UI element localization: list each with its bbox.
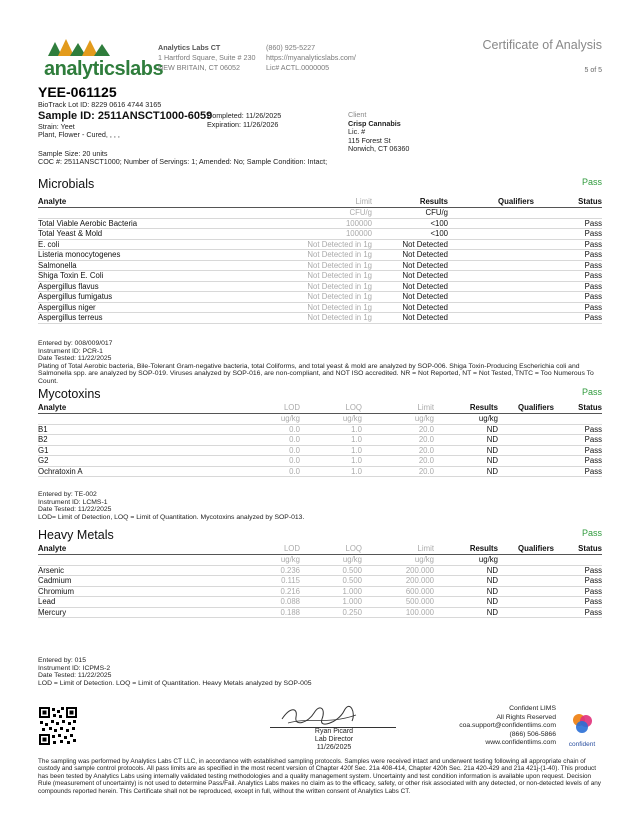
qualifier-cell: [498, 456, 554, 467]
result-cell: ND: [434, 597, 498, 608]
col-limit: Limit: [362, 402, 434, 414]
table-row: [38, 281, 602, 292]
analyte-cell: Aspergillus niger: [38, 302, 268, 313]
result-cell: Not Detected: [372, 250, 448, 261]
analyte-cell: B2: [38, 435, 238, 446]
analyte-cell: Shiga Toxin E. Coli: [38, 271, 268, 282]
result-cell: ND: [434, 456, 498, 467]
lod-unit: ug/kg: [238, 555, 300, 566]
lims-email[interactable]: coa.support@confidentlims.com: [459, 722, 556, 730]
col-status: Status: [554, 543, 602, 555]
limit-cell: Not Detected in 1g: [268, 260, 372, 271]
col-qualifiers: Qualifiers: [498, 402, 554, 414]
lod-cell: 0.216: [238, 586, 300, 597]
note-entered-by: Entered by: TE-002: [38, 491, 97, 498]
result-cell: ND: [434, 565, 498, 576]
table-row: [38, 445, 602, 456]
unit-spacer: [554, 414, 602, 425]
lab-contact: [266, 43, 356, 73]
limit-cell: 100000: [268, 229, 372, 240]
logo-wordmark: analyticslabs: [44, 58, 164, 80]
table-header-row: [38, 402, 602, 414]
limit-cell: Not Detected in 1g: [268, 313, 372, 324]
table-row: [38, 607, 602, 618]
analyte-cell: Listeria monocytogenes: [38, 250, 268, 261]
qualifier-cell: [448, 281, 534, 292]
sign-date: 11/26/2025: [316, 744, 352, 751]
qualifier-cell: [448, 260, 534, 271]
microbials-status: Pass: [581, 177, 602, 187]
analyte-cell: Total Viable Aerobic Bacteria: [38, 218, 268, 229]
status-cell: Pass: [534, 313, 602, 324]
loq-cell: 0.500: [300, 565, 362, 576]
status-cell: Pass: [554, 424, 602, 435]
result-cell: ND: [434, 586, 498, 597]
limit-cell: 200.000: [362, 576, 434, 587]
status-cell: Pass: [554, 456, 602, 467]
confident-wordmark: confident: [568, 741, 596, 748]
confident-logo-icon: [571, 712, 593, 734]
status-cell: Pass: [534, 302, 602, 313]
col-analyte: Analyte: [38, 543, 238, 555]
note-date-tested: Date Tested: 11/22/2025: [38, 506, 112, 514]
lod-cell: 0.088: [238, 597, 300, 608]
status-cell: Pass: [554, 466, 602, 477]
table-row: [38, 302, 602, 313]
col-lod: LOD: [238, 543, 300, 555]
limit-cell: Not Detected in 1g: [268, 250, 372, 261]
result-cell: Not Detected: [372, 292, 448, 303]
lims-website[interactable]: www.confidentlims.com: [485, 739, 556, 747]
client-label: Client: [348, 110, 367, 119]
lab-address-1: 1 Hartford Square, Suite # 230: [158, 53, 256, 62]
coc-info: COC #: 2511ANSCT1000; Number of Servings: 1; Amended: No; Sample Condition: Intact;: [38, 157, 328, 166]
page-number: 5 of 5: [584, 67, 602, 74]
results-unit: CFU/g: [372, 208, 448, 219]
microbials-header: [38, 175, 602, 191]
qualifier-cell: [498, 565, 554, 576]
limit-cell: Not Detected in 1g: [268, 271, 372, 282]
result-cell: ND: [434, 445, 498, 456]
lod-cell: 0.0: [238, 466, 300, 477]
analyte-cell: B1: [38, 424, 238, 435]
analyte-cell: G2: [38, 456, 238, 467]
col-qualifiers: Qualifiers: [448, 196, 534, 208]
qualifier-cell: [448, 313, 534, 324]
unit-spacer: [554, 555, 602, 566]
qualifier-cell: [448, 218, 534, 229]
result-cell: ND: [434, 435, 498, 446]
lod-unit: ug/kg: [238, 414, 300, 425]
mycotoxins-table: [38, 402, 602, 477]
confident-logo: [562, 712, 602, 748]
qualifier-cell: [448, 271, 534, 282]
status-cell: Pass: [554, 445, 602, 456]
mycotoxins-title: Mycotoxins: [38, 387, 101, 401]
table-row: [38, 435, 602, 446]
table-row: [38, 466, 602, 477]
client-name: Crisp Cannabis: [348, 118, 401, 128]
col-results: Results: [372, 196, 448, 208]
limit-cell: 20.0: [362, 435, 434, 446]
table-row: [38, 424, 602, 435]
limit-cell: 100.000: [362, 607, 434, 618]
qualifier-cell: [498, 607, 554, 618]
units-row: [38, 414, 602, 425]
col-qualifiers: Qualifiers: [498, 543, 554, 555]
col-results: Results: [434, 543, 498, 555]
lab-phone: (860) 925-5227: [266, 43, 316, 52]
analyte-cell: Salmonella: [38, 260, 268, 271]
limit-cell: Not Detected in 1g: [268, 302, 372, 313]
col-analyte: Analyte: [38, 196, 268, 208]
unit-spacer: [498, 555, 554, 566]
results-unit: ug/kg: [434, 555, 498, 566]
table-row: [38, 239, 602, 250]
result-cell: <100: [372, 218, 448, 229]
signature-icon: [278, 703, 360, 727]
result-cell: Not Detected: [372, 281, 448, 292]
lod-cell: 0.0: [238, 424, 300, 435]
analyte-cell: Aspergillus flavus: [38, 281, 268, 292]
col-status: Status: [554, 402, 602, 414]
biotrack-id: BioTrack Lot ID: 8229 0616 4744 3165: [38, 100, 162, 109]
completed-date: Completed: 11/26/2025: [207, 111, 282, 120]
signer-title: Lab Director: [314, 736, 354, 743]
client-license: Lic. #: [348, 127, 366, 136]
qualifier-cell: [448, 250, 534, 261]
analyte-cell: Aspergillus terreus: [38, 313, 268, 324]
sample-id: Sample ID: 2511ANSCT1000-6059: [38, 110, 213, 122]
note-entered-by: Entered by: 015: [38, 657, 86, 664]
lod-cell: 0.188: [238, 607, 300, 618]
table-row: [38, 565, 602, 576]
lab-name: Analytics Labs CT: [158, 43, 221, 52]
table-row: [38, 292, 602, 303]
loq-unit: ug/kg: [300, 555, 362, 566]
qualifier-cell: [498, 466, 554, 477]
status-cell: Pass: [534, 271, 602, 282]
status-cell: Pass: [534, 218, 602, 229]
qualifier-cell: [498, 576, 554, 587]
limit-cell: 20.0: [362, 456, 434, 467]
note-entered-by: Entered by: 008/009/017: [38, 340, 113, 347]
unit-spacer: [498, 414, 554, 425]
sample-dates: [207, 111, 281, 129]
col-results: Results: [434, 402, 498, 414]
loq-cell: 1.0: [300, 456, 362, 467]
lod-cell: 0.115: [238, 576, 300, 587]
analyte-cell: Total Yeast & Mold: [38, 229, 268, 240]
limit-cell: 20.0: [362, 445, 434, 456]
table-row: [38, 576, 602, 587]
status-cell: Pass: [554, 576, 602, 587]
lab-address-2: NEW BRITAIN, CT 06052: [158, 63, 241, 72]
sample-size: Sample Size: 20 units: [38, 149, 108, 158]
analyte-cell: Ochratoxin A: [38, 466, 238, 477]
table-row: [38, 313, 602, 324]
note-instrument: Instrument ID: ICPMS-2: [38, 664, 111, 672]
loq-unit: ug/kg: [300, 414, 362, 425]
result-cell: Not Detected: [372, 302, 448, 313]
lims-name: Confident LIMS: [509, 705, 556, 712]
mycotoxins-header: [38, 385, 602, 401]
heavy-metals-table: [38, 543, 602, 618]
sample-strain: Strain: Yeet: [38, 122, 75, 131]
batch-id: YEE-061125: [38, 84, 117, 100]
result-cell: Not Detected: [372, 313, 448, 324]
qr-code-icon[interactable]: [38, 706, 78, 746]
result-cell: Not Detected: [372, 271, 448, 282]
col-lod: LOD: [238, 402, 300, 414]
loq-cell: 0.500: [300, 576, 362, 587]
qualifier-cell: [498, 597, 554, 608]
lab-info: [158, 43, 256, 73]
lims-rights: All Rights Reserved: [496, 713, 556, 721]
signer-name: Ryan Picard: [314, 728, 354, 735]
limit-cell: 500.000: [362, 597, 434, 608]
lab-license: Lic# ACTL.0000005: [266, 63, 330, 72]
client-address-2: Norwich, CT 06360: [348, 144, 410, 153]
microbials-table: [38, 196, 602, 324]
col-analyte: Analyte: [38, 402, 238, 414]
table-row: [38, 229, 602, 240]
lod-cell: 0.236: [238, 565, 300, 576]
table-header-row: [38, 543, 602, 555]
limit-cell: Not Detected in 1g: [268, 292, 372, 303]
microbials-title: Microbials: [38, 177, 95, 191]
table-row: [38, 271, 602, 282]
sample-matrix: Plant, Flower - Cured, , , ,: [38, 130, 120, 139]
limit-cell: Not Detected in 1g: [268, 239, 372, 250]
lod-cell: 0.0: [238, 445, 300, 456]
lod-cell: 0.0: [238, 435, 300, 446]
status-cell: Pass: [554, 435, 602, 446]
analyte-cell: Lead: [38, 597, 238, 608]
limit-unit: ug/kg: [362, 414, 434, 425]
table-row: [38, 250, 602, 261]
analyte-cell: Cadmium: [38, 576, 238, 587]
sample-info: [38, 84, 602, 110]
analyte-cell: Mercury: [38, 607, 238, 618]
table-header-row: [38, 196, 602, 208]
result-cell: <100: [372, 229, 448, 240]
analyte-cell: Aspergillus fumigatus: [38, 292, 268, 303]
limit-unit: CFU/g: [268, 208, 372, 219]
status-cell: Pass: [554, 607, 602, 618]
heavy-metals-header: [38, 526, 602, 542]
col-status: Status: [534, 196, 602, 208]
note-instrument: Instrument ID: PCR-1: [38, 347, 103, 355]
limit-cell: 20.0: [362, 466, 434, 477]
loq-cell: 1.0: [300, 435, 362, 446]
status-cell: Pass: [554, 586, 602, 597]
unit-spacer: [38, 414, 238, 425]
heavy-metals-title: Heavy Metals: [38, 528, 114, 542]
note-instrument: Instrument ID: LCMS-1: [38, 498, 108, 506]
mycotoxins-notes: [38, 491, 602, 521]
status-cell: Pass: [534, 260, 602, 271]
document-title: Certificate of Analysis: [482, 38, 602, 52]
qualifier-cell: [498, 445, 554, 456]
status-cell: Pass: [534, 229, 602, 240]
loq-cell: 1.0: [300, 445, 362, 456]
mycotoxins-status: Pass: [581, 387, 602, 397]
analyte-cell: E. coli: [38, 239, 268, 250]
result-cell: ND: [434, 424, 498, 435]
units-row: [38, 208, 602, 219]
result-cell: Not Detected: [372, 239, 448, 250]
results-unit: ug/kg: [434, 414, 498, 425]
loq-cell: 1.0: [300, 424, 362, 435]
table-row: [38, 586, 602, 597]
status-cell: Pass: [554, 565, 602, 576]
limit-cell: 100000: [268, 218, 372, 229]
limit-cell: 600.000: [362, 586, 434, 597]
limit-cell: Not Detected in 1g: [268, 281, 372, 292]
status-cell: Pass: [534, 292, 602, 303]
status-cell: Pass: [534, 281, 602, 292]
limit-cell: 20.0: [362, 424, 434, 435]
result-cell: ND: [434, 607, 498, 618]
col-limit: Limit: [268, 196, 372, 208]
microbials-notes: [38, 340, 602, 386]
unit-spacer: [38, 555, 238, 566]
lims-info: [459, 705, 556, 748]
note-method: LOD= Limit of Detection, LOQ = Limit of Quantitation. Mycotoxins analyzed by SOP-013.: [38, 513, 305, 521]
lims-phone: (866) 506-5866: [509, 730, 556, 738]
report-header: [0, 0, 640, 80]
analyte-cell: Arsenic: [38, 565, 238, 576]
signature-block: [274, 728, 394, 752]
loq-cell: 1.000: [300, 586, 362, 597]
qualifier-cell: [448, 229, 534, 240]
loq-cell: 0.250: [300, 607, 362, 618]
col-limit: Limit: [362, 543, 434, 555]
units-row: [38, 555, 602, 566]
expiration-date: Expiration: 11/26/2026: [207, 120, 279, 129]
qualifier-cell: [498, 424, 554, 435]
table-row: [38, 597, 602, 608]
result-cell: Not Detected: [372, 260, 448, 271]
disclaimer: The sampling was performed by Analytics Labs CT LLC, in accordance with established sampling protocols. Samples were received intact and underwent testing following all appropriate chain of custody and sample control protocols. All pass limits are as specified in the most recent version of Chapter 420f Sec. 21a 408-414, Chapter 420h Sec. 21a 420-429 and 21a 421j-(1-40). This product has been tested by Analytics Labs using internally validated testing methodologies and a quality management system. Uncertainty and test condition information is available upon request. Decision Rule (measurement of uncertainty) is not used to determine Pass/Fail. Analytics Labs makes no claim as to the efficacy, safety, or other risk associated with any detected, or non-detected levels of any compounds reported herein. This Certificate shall not be reproduced, except in full, without the written consent of Analytics Labs CT.: [38, 758, 602, 795]
analyte-cell: Chromium: [38, 586, 238, 597]
heavy-metals-status: Pass: [581, 528, 602, 538]
loq-cell: 1.0: [300, 466, 362, 477]
lab-website[interactable]: https://myanalyticslabs.com/: [266, 53, 356, 62]
limit-cell: 200.000: [362, 565, 434, 576]
heavy-metals-notes: [38, 657, 602, 687]
qualifier-cell: [448, 302, 534, 313]
table-row: [38, 218, 602, 229]
col-loq: LOQ: [300, 402, 362, 414]
qualifier-cell: [498, 435, 554, 446]
loq-cell: 1.000: [300, 597, 362, 608]
qualifier-cell: [448, 239, 534, 250]
note-method: LOD = Limit of Detection. LOQ = Limit of Quantitation. Heavy Metals analyzed by SOP-005: [38, 679, 312, 687]
analyte-cell: G1: [38, 445, 238, 456]
note-method: Plating of Total Aerobic bacteria, Bile-Tolerant Gram-negative bacteria, total Coliforms, and total yeast & mold are analyzed by SOP-006. Shiga Toxin-Producing Escherichia coli and Salmonella spp. are analyzed by SOP-019. Viruses analyzed by SOP-016, are non-compliant, and NOT ISO accredited. NR = Not Reported, NT = Not Tested, TNTC = Too Numerous To Count.: [38, 362, 594, 385]
client-info: [348, 111, 409, 154]
status-cell: Pass: [534, 250, 602, 261]
qualifier-cell: [498, 586, 554, 597]
status-cell: Pass: [554, 597, 602, 608]
col-loq: LOQ: [300, 543, 362, 555]
client-address-1: 115 Forest St: [348, 135, 391, 145]
limit-unit: ug/kg: [362, 555, 434, 566]
table-row: [38, 456, 602, 467]
lod-cell: 0.0: [238, 456, 300, 467]
table-row: [38, 260, 602, 271]
status-cell: Pass: [534, 239, 602, 250]
note-date-tested: Date Tested: 11/22/2025: [38, 355, 112, 363]
result-cell: ND: [434, 576, 498, 587]
result-cell: ND: [434, 466, 498, 477]
qualifier-cell: [448, 292, 534, 303]
note-date-tested: Date Tested: 11/22/2025: [38, 672, 112, 680]
